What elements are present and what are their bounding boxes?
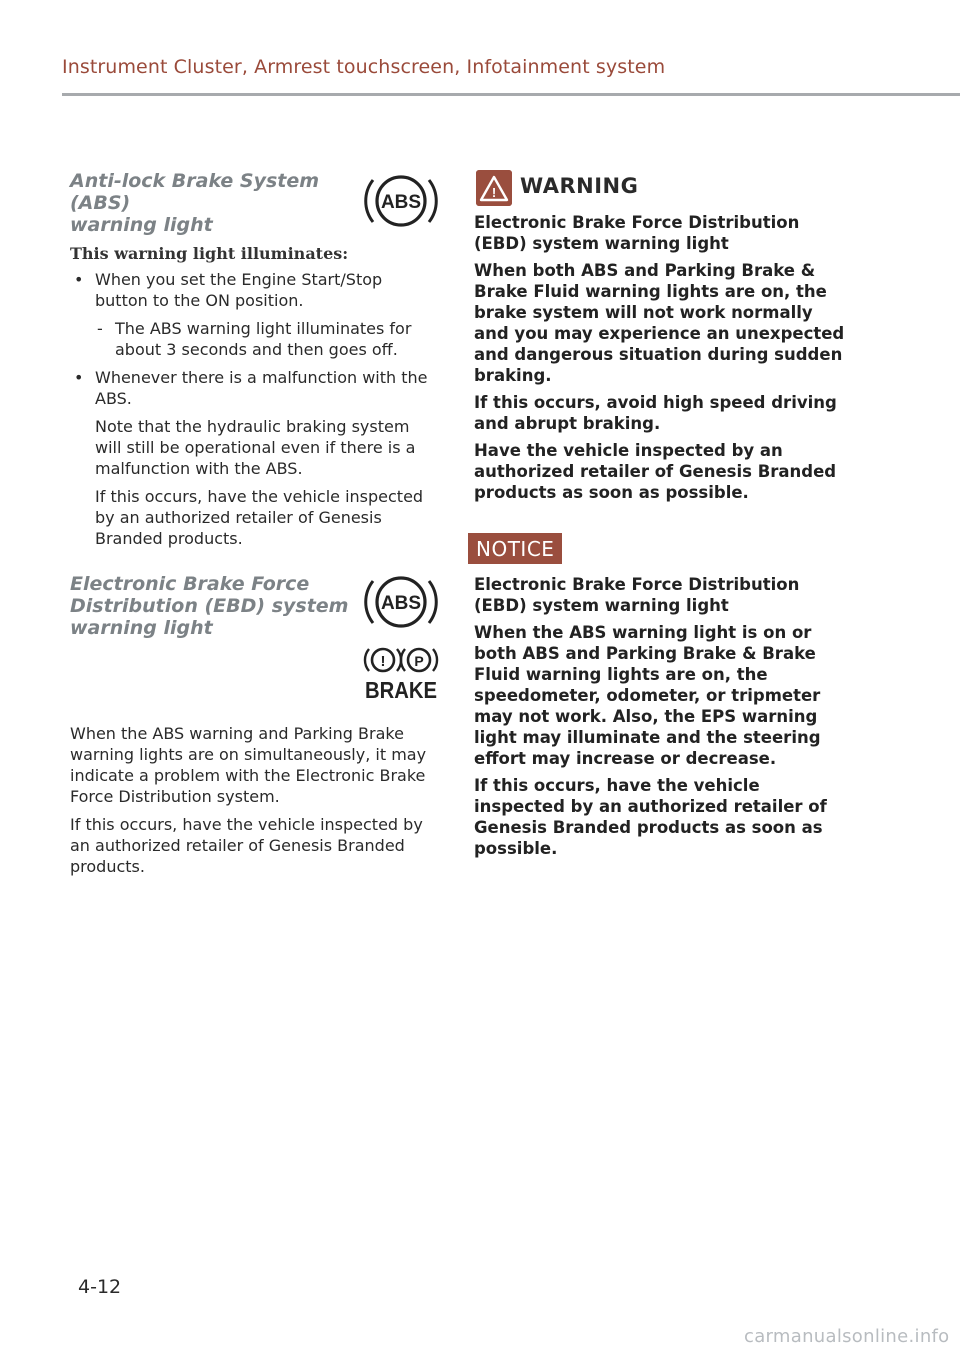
right-column <box>474 170 849 865</box>
abs-note2: If this occurs, have the vehicle inspected by an authorized retailer of Genesis Branded products. <box>95 487 424 548</box>
abs-note1: Note that the hydraulic braking system will still be operational even if there is a malfunction with the ABS. <box>95 417 416 478</box>
notice-badge: NOTICE <box>468 533 562 564</box>
ebd-title-line1: Electronic Brake Force <box>70 573 310 595</box>
page-header-title: Instrument Cluster, Armrest touchscreen, Infotainment system <box>62 56 666 78</box>
warning-p3: If this occurs, avoid high speed driving and abrupt braking. <box>474 393 837 433</box>
abs-bullet1-text: When you set the Engine Start/Stop button to the ON position. <box>95 270 383 310</box>
ebd-body <box>70 723 435 877</box>
list-item <box>70 269 435 311</box>
warning-p4: Have the vehicle inspected by an authorized retailer of Genesis Branded products as soon as possible. <box>474 441 837 502</box>
abs-section-header <box>70 166 435 240</box>
brake-p-letter: P <box>414 653 424 669</box>
list-item <box>70 318 435 360</box>
warning-p2: When both ABS and Parking Brake & Brake Fluid warning lights are on, the brake system will not work normally and you may experience an unexpected and dangerous situation during sudden braking. <box>474 261 845 385</box>
abs-title-line2: warning light <box>70 214 213 236</box>
abs-icon-label: ABS <box>380 192 422 213</box>
dash-marker: - <box>97 319 103 338</box>
warning-glyph: ! <box>491 185 497 200</box>
header-divider <box>62 93 960 96</box>
list-item <box>70 367 435 409</box>
ebd-para2: If this occurs, have the vehicle inspected by an authorized retailer of Genesis Branded products. <box>70 815 423 876</box>
warning-header <box>474 170 849 208</box>
ebd-section-header <box>70 573 435 723</box>
warning-body <box>474 212 849 503</box>
ebd-title-line3: warning light <box>70 617 213 639</box>
abs-body <box>70 269 435 549</box>
ebd-section-title <box>70 573 350 639</box>
brake-warning-icon <box>363 645 439 701</box>
ebd-para1: When the ABS warning and Parking Brake warning lights are on simultaneously, it may indicate a problem with the Electronic Brake Force Distribution system. <box>70 724 427 806</box>
ebd-title-line2: Distribution (EBD) system <box>70 595 349 617</box>
bullet-marker: • <box>74 368 84 387</box>
abs-subhead: This warning light illuminates: <box>70 244 349 263</box>
left-column <box>70 166 435 884</box>
warning-triangle-icon <box>476 170 512 206</box>
abs-dash1-text: The ABS warning light illuminates for about 3 seconds and then goes off. <box>115 319 412 359</box>
notice-p3: If this occurs, have the vehicle inspected by an authorized retailer of Genesis Branded products as soon as possible. <box>474 776 827 858</box>
abs-warning-icon <box>363 567 439 637</box>
notice-p1: Electronic Brake Force Distribution (EBD) system warning light <box>474 575 800 615</box>
bullet-marker: • <box>74 270 84 289</box>
abs-warning-icon <box>363 166 439 236</box>
ebd-abs-icon-label: ABS <box>380 593 422 614</box>
watermark-link[interactable]: carmanualsonline.info <box>744 1326 950 1347</box>
abs-bullet2-text: Whenever there is a malfunction with the ABS. <box>95 368 428 408</box>
page-number: 4-12 <box>78 1276 122 1298</box>
warning-p1: Electronic Brake Force Distribution (EBD) system warning light <box>474 213 800 253</box>
abs-title-line1: Anti-lock Brake System (ABS) <box>70 170 320 214</box>
notice-body <box>474 574 849 859</box>
warning-title: WARNING <box>520 174 639 198</box>
abs-section-title <box>70 170 370 236</box>
brake-exclamation: ! <box>380 653 386 670</box>
brake-icon-label: BRAKE <box>365 677 437 701</box>
notice-p2: When the ABS warning light is on or both ABS and Parking Brake & Brake Fluid warning lights are on, the speedometer, odometer, or tripmeter may not work. Also, the EPS warning light may illuminate and the steering effort may increase or decrease. <box>474 623 821 768</box>
